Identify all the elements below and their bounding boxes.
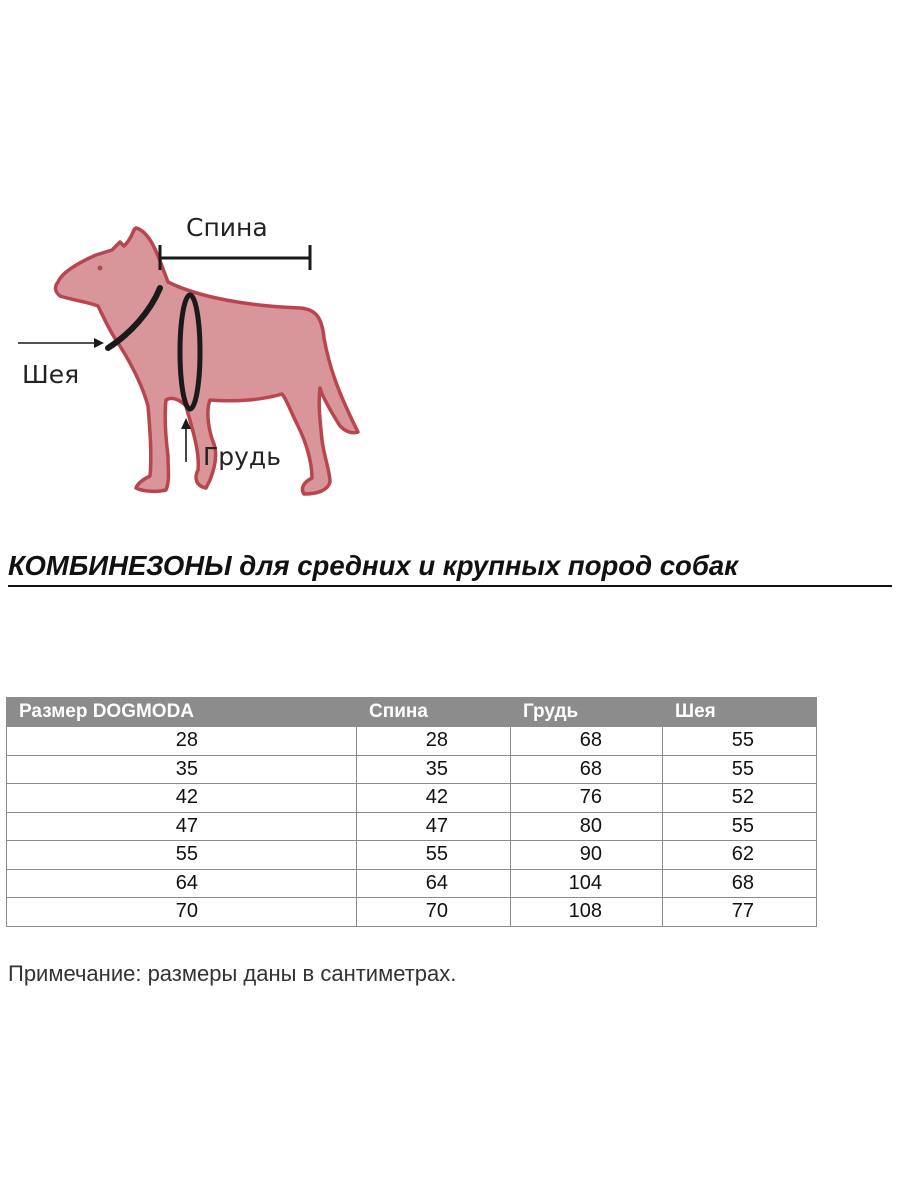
cell-neck: 77	[663, 898, 817, 927]
label-back: Спина	[186, 213, 268, 242]
header-size: Размер DOGMODA	[7, 698, 357, 727]
cell-back: 64	[357, 869, 511, 898]
table-header-row	[7, 698, 817, 727]
dog-measurement-diagram	[0, 200, 380, 510]
cell-neck: 55	[663, 755, 817, 784]
cell-size: 55	[7, 841, 357, 870]
cell-back: 42	[357, 784, 511, 813]
label-neck: Шея	[22, 360, 80, 389]
table-row	[7, 869, 817, 898]
cell-back: 28	[357, 727, 511, 756]
cell-size: 42	[7, 784, 357, 813]
cell-chest: 108	[511, 898, 663, 927]
table-row	[7, 812, 817, 841]
cell-size: 64	[7, 869, 357, 898]
cell-size: 35	[7, 755, 357, 784]
dog-eye-icon	[98, 266, 103, 271]
cell-chest: 104	[511, 869, 663, 898]
size-table	[6, 697, 817, 927]
neck-arrow-icon	[18, 338, 104, 348]
title-bold-part: КОМБИНЕЗОНЫ	[8, 550, 232, 581]
title-rest: для средних и крупных пород собак	[231, 550, 739, 581]
label-chest: Грудь	[203, 442, 281, 471]
cell-back: 55	[357, 841, 511, 870]
page-title	[8, 550, 892, 587]
cell-back: 47	[357, 812, 511, 841]
cell-neck: 68	[663, 869, 817, 898]
table-row	[7, 727, 817, 756]
table-row	[7, 898, 817, 927]
cell-size: 47	[7, 812, 357, 841]
cell-chest: 68	[511, 755, 663, 784]
cell-chest: 68	[511, 727, 663, 756]
header-chest: Грудь	[511, 698, 663, 727]
cell-chest: 80	[511, 812, 663, 841]
cell-chest: 76	[511, 784, 663, 813]
table-row	[7, 755, 817, 784]
cell-neck: 62	[663, 841, 817, 870]
cell-back: 70	[357, 898, 511, 927]
table-row	[7, 841, 817, 870]
cell-neck: 55	[663, 812, 817, 841]
header-back: Спина	[357, 698, 511, 727]
back-measure-line	[160, 245, 310, 270]
table-row	[7, 784, 817, 813]
cell-neck: 55	[663, 727, 817, 756]
cell-chest: 90	[511, 841, 663, 870]
cell-neck: 52	[663, 784, 817, 813]
cell-size: 70	[7, 898, 357, 927]
size-note: Примечание: размеры даны в сантиметрах.	[8, 961, 457, 986]
cell-size: 28	[7, 727, 357, 756]
header-neck: Шея	[663, 698, 817, 727]
cell-back: 35	[357, 755, 511, 784]
